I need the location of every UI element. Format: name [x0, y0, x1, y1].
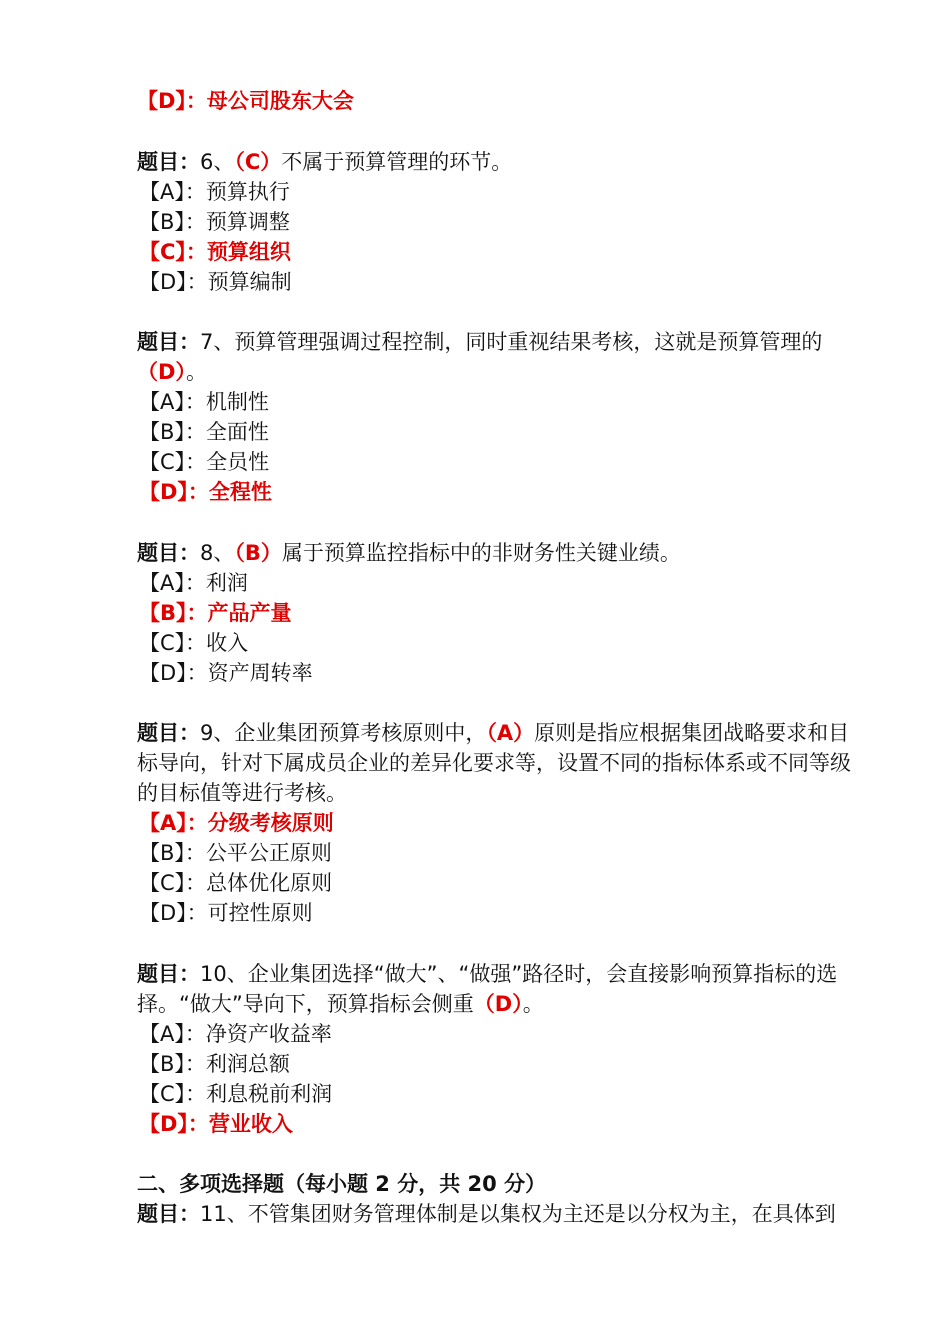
question-pre: 10、企业集团选择“做大”、“做强”路径时，会直接影响预算指标的选择。“做大”导向下，预算指标会侧重	[137, 961, 838, 1016]
option-c: 【C】：全员性	[139, 450, 270, 474]
question-label: 题目：	[137, 330, 200, 354]
question-text	[137, 718, 861, 808]
option-a-correct: 【A】：分级考核原则	[139, 811, 334, 835]
question-answer: （A）	[486, 721, 535, 745]
option-c: 【C】：利息税前利润	[139, 1081, 333, 1106]
question-pre: 7、预算管理强调过程控制，同时重视结果考核，这就是预算管理的	[200, 330, 823, 354]
spacer	[137, 507, 861, 538]
question-label: 题目：	[137, 961, 200, 986]
question-text	[137, 327, 861, 387]
question-body: 11、不管集团财务管理体制是以集权为主还是以分权为主，在具体到	[200, 1202, 836, 1226]
question-label: 题目：	[137, 1202, 200, 1226]
option-d: 【D】：可控性原则	[139, 901, 313, 925]
question-label: 题目：	[137, 540, 200, 565]
question-answer: （D）	[473, 991, 523, 1016]
option-b-correct: 【B】：产品产量	[139, 600, 292, 625]
question-text	[137, 959, 861, 1019]
question-text	[137, 538, 861, 568]
question-pre: 6、	[200, 149, 235, 174]
question-post: 。	[185, 360, 207, 384]
option-b: 【B】：公平公正原则	[139, 841, 332, 865]
question-label: 题目：	[137, 149, 200, 174]
option-a: 【A】：净资产收益率	[139, 1021, 332, 1046]
option-a: 【A】：预算执行	[139, 179, 290, 204]
question-pre: 8、	[200, 540, 235, 565]
option-d-correct: 【D】：全程性	[139, 480, 272, 504]
option-c-correct: 【C】：预算组织	[139, 239, 291, 264]
question-text	[137, 147, 861, 177]
question-pre: 9、企业集团预算考核原则中，	[200, 721, 487, 745]
option-b: 【B】：全面性	[139, 420, 269, 444]
question-post: 原则是指应根据集团战略要求和目标导向，针对下属成员企业的差异化要求等，设置不同的指标体系或不同等级的目标值等进行考核。	[137, 721, 851, 805]
spacer	[137, 928, 861, 959]
spacer	[137, 116, 861, 147]
question-post: 。	[522, 991, 544, 1016]
option-b: 【B】：利润总额	[139, 1051, 290, 1076]
question-post: 不属于预算管理的环节。	[281, 149, 513, 174]
question-answer: （D）	[137, 360, 186, 384]
option-b: 【B】：预算调整	[139, 209, 290, 234]
option-d: 【D】：预算编制	[139, 269, 292, 294]
option-a: 【A】：机制性	[139, 390, 269, 414]
question-answer: （B）	[234, 540, 282, 565]
option-c: 【C】：总体优化原则	[139, 871, 333, 895]
option-c: 【C】：收入	[139, 630, 249, 655]
spacer	[137, 1139, 861, 1170]
answer-line: 【D】：母公司股东大会	[137, 89, 354, 113]
option-d-correct: 【D】：营业收入	[139, 1111, 293, 1136]
option-a: 【A】：利润	[139, 570, 248, 595]
spacer	[137, 688, 861, 719]
spacer	[137, 297, 861, 328]
section-title: 二、多项选择题（每小题 2 分，共 20 分）	[137, 1172, 547, 1196]
document-page	[137, 86, 861, 1229]
question-text	[137, 1199, 861, 1229]
question-answer: （C）	[234, 149, 282, 174]
question-post: 属于预算监控指标中的非财务性关键业绩。	[281, 540, 681, 565]
option-d: 【D】：资产周转率	[139, 660, 313, 685]
question-label: 题目：	[137, 721, 200, 745]
